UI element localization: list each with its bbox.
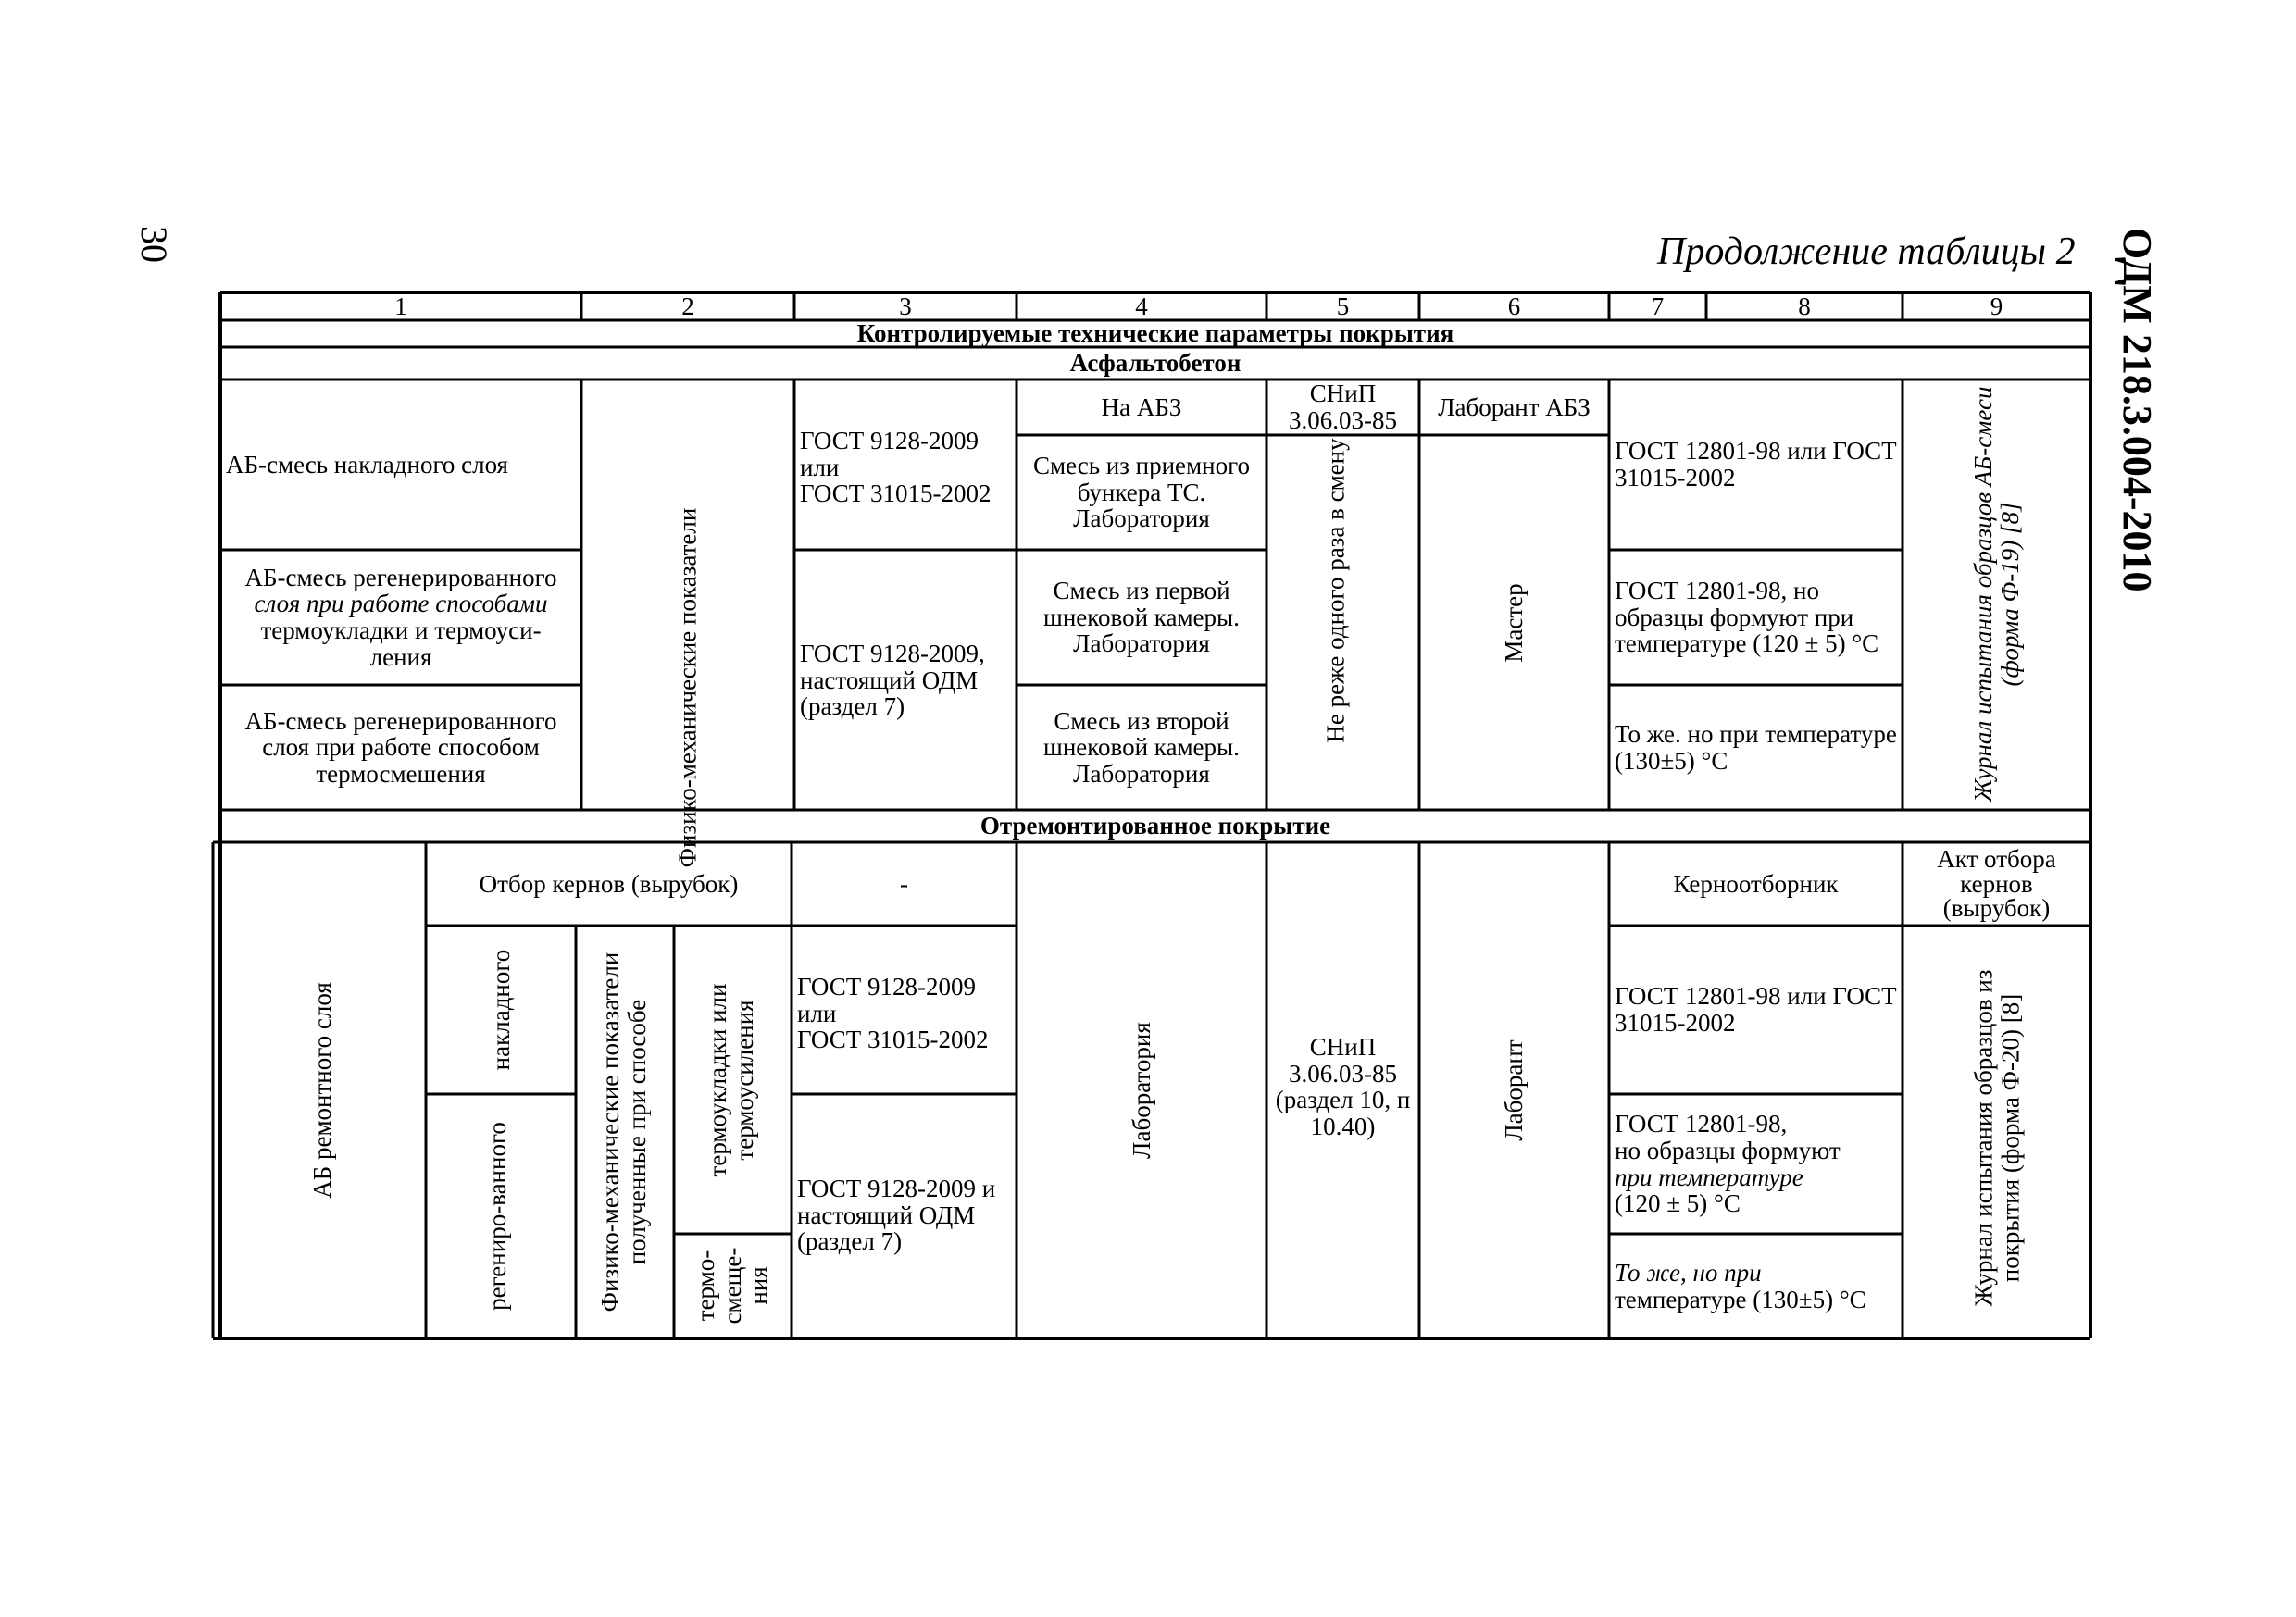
repaired-col9-act: Акт отбора кернов (вырубок) [1937,845,2056,923]
repaired-physmech: Физико-механические показатели полученные при способе [596,952,651,1312]
column-number-4: 4 [1135,292,1148,320]
repaired-col78-row-1: ГОСТ 12801-98 или ГОСТ 31015-2002 [1615,982,1897,1037]
asphalt-col3-top-line-3: ГОСТ 31015-2002 [800,479,992,508]
asphalt-col78-row-2: ГОСТ 12801-98, но образцы формуют при температуре (120 ± 5) °С [1615,577,1879,658]
asphalt-col78-row-3: То же. но при температуре (130±5) °С [1615,719,1897,775]
repaired-col4-laboratory: Лаборатория [1127,1022,1155,1159]
column-number-6: 6 [1507,292,1521,320]
section-title: Контролируемые технические параметры покрытия [856,320,1454,347]
column-number-3: 3 [899,292,912,320]
repaired-col5-snip: СНиП 3.06.03-85 (раздел 10, п 10.40) [1275,1033,1411,1140]
asphalt-col3-standard-top [794,407,1017,528]
column-number-2: 2 [681,292,694,320]
repaired-col78-row-2-line-2: но образцы формуют [1615,1136,1841,1164]
asphalt-col78-row-1: ГОСТ 12801-98 или ГОСТ 31015-2002 [1615,437,1897,491]
asphalt-row-2-line-4: ления [369,642,432,671]
repaired-col78-row-3-line-1: То же, но при [1615,1258,1762,1287]
asphalt-col5-frequency: Не реже одного раза в смену [1321,438,1350,743]
repaired-col3-top-line-2: или [797,999,837,1027]
repaired-col78-row-2-line-4: (120 ± 5) °С [1615,1189,1741,1218]
repaired-col3-standard-top [792,953,1017,1074]
repaired-method-thermo: термоукладки или термоусиления [704,983,758,1177]
asphalt-col6-head: Лаборант АБЗ [1438,392,1591,421]
column-number-5: 5 [1336,292,1350,320]
asphalt-col4-row-2: Смесь из первой шнековой камеры. Лаборатория [1043,577,1240,658]
asphalt-col3-top-line-2: или [800,453,840,481]
asphalt-col6-master: Мастер [1499,583,1528,663]
column-number-9: 9 [1990,292,2003,320]
table-continuation-title: Продолжение таблицы 2 [1657,230,2076,273]
repaired-col78-row-3 [1609,1234,1903,1338]
asphalt-row-2-name [220,550,581,685]
asphalt-col9-journal: Журнал испытания образцов АБ-смеси (форма Ф-19) [8] [1969,386,2024,802]
repaired-col6-lab-assistant: Лаборант [1499,1039,1528,1141]
column-number-1: 1 [394,292,407,320]
repaired-subtitle: Отремонтированное покрытие [980,812,1331,840]
repaired-dash: - [900,869,908,898]
repaired-sub-overlay: накладного [486,949,515,1071]
repaired-cores-label: Отбор кернов (вырубок) [479,869,739,898]
asphalt-row-2-line-2: слоя при работе способами [254,590,548,618]
repaired-col3-top-line-3: ГОСТ 31015-2002 [797,1026,989,1054]
repaired-col78-row-2-line-1: ГОСТ 12801-98, [1615,1110,1788,1138]
repaired-col78-row-2-line-3: при температуре [1615,1163,1803,1191]
asphalt-row-1-name: АБ-смесь накладного слоя [226,450,508,479]
repaired-col78-row-3-line-2: температуре (130±5) °С [1615,1285,1866,1313]
asphalt-subtitle: Асфальтобетон [1069,349,1242,378]
repaired-method-mix: термо-смеще-ния [692,1247,773,1325]
asphalt-row-2-line-3: термоукладки и термоуси- [260,616,542,644]
repaired-col3-standard-bottom: ГОСТ 9128-2009 и настоящий ОДМ (раздел 7) [797,1175,996,1256]
repaired-col78-row-2 [1609,1094,1903,1234]
asphalt-col4-head: На АБЗ [1101,392,1182,421]
asphalt-col4-row-3: Смесь из второй шнековой камеры. Лаборатория [1043,706,1240,788]
repaired-col78-head: Керноотборник [1673,869,1839,898]
column-number-7: 7 [1651,292,1665,320]
asphalt-col4-row-1: Смесь из приемного бункера ТС. Лаборатория [1033,452,1250,533]
asphalt-row-2-line-1: АБ-смесь регенерированного [244,563,557,591]
repaired-col9-journal: Журнал испытания образцов из покрытия (форма Ф-20) [8] [1969,969,2024,1307]
asphalt-row-3-name: АБ-смесь регенерированного слоя при работе способом термосмешения [244,706,557,788]
repaired-col3-top-line-1: ГОСТ 9128-2009 [797,973,977,1001]
column-number-8: 8 [1798,292,1811,320]
asphalt-col5-head: СНиП 3.06.03-85 [1289,379,1397,434]
asphalt-col3-top-line-1: ГОСТ 9128-2009 [800,427,980,455]
repaired-col1-layer: АБ ремонтного слоя [307,982,336,1199]
asphalt-col3-standard-bottom: ГОСТ 9128-2009, настоящий ОДМ (раздел 7) [800,640,985,721]
repaired-sub-regen: регениро-ванного [482,1122,511,1311]
document-code: ОДМ 218.3.004-2010 [2115,228,2160,592]
page-number: 30 [133,226,175,263]
asphalt-physmech-indicators: Физико-механические показатели [673,507,702,868]
